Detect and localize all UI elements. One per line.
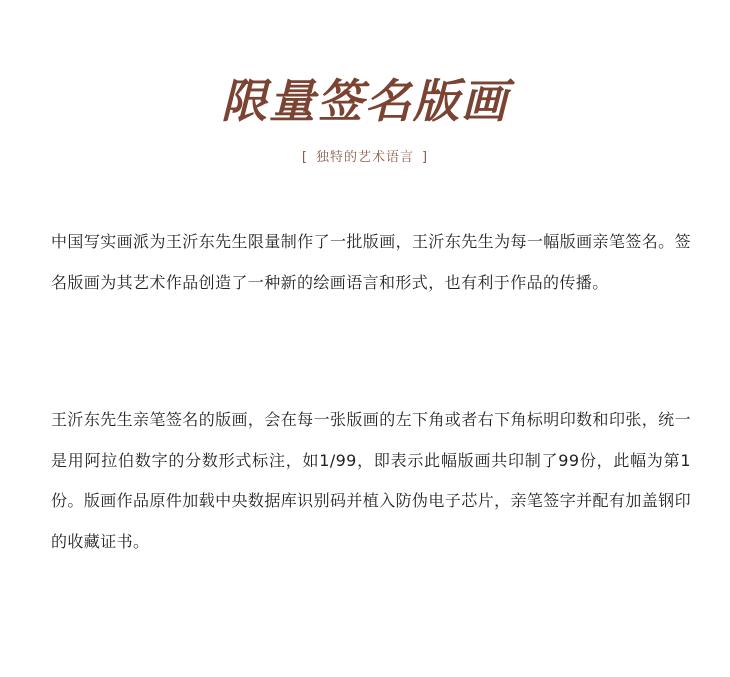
edition-paragraph: 王沂东先生亲笔签名的版画，会在每一张版画的左下角或者右下角标明印数和印张，统一是用阿拉伯数字的分数形式标注，如1/99，即表示此幅版画共印制了99份，此幅为第1份。版画作品原件加载中央数据库识别码并植入防伪电子芯片，亲笔签字并配有加盖钢印的收藏证书。	[51, 410, 691, 551]
subtitle-close-bracket: ]	[422, 150, 429, 165]
page-subtitle	[0, 148, 730, 168]
intro-paragraph: 中国写实画派为王沂东先生限量制作了一批版画，王沂东先生为每一幅版画亲笔签名。签名版画为其艺术作品创造了一种新的绘画语言和形式，也有利于作品的传播。	[51, 232, 691, 292]
page-title: 限量签名版画	[221, 74, 509, 128]
subtitle-text: 独特的艺术语言	[315, 150, 414, 165]
subtitle-open-bracket: [	[301, 150, 308, 165]
